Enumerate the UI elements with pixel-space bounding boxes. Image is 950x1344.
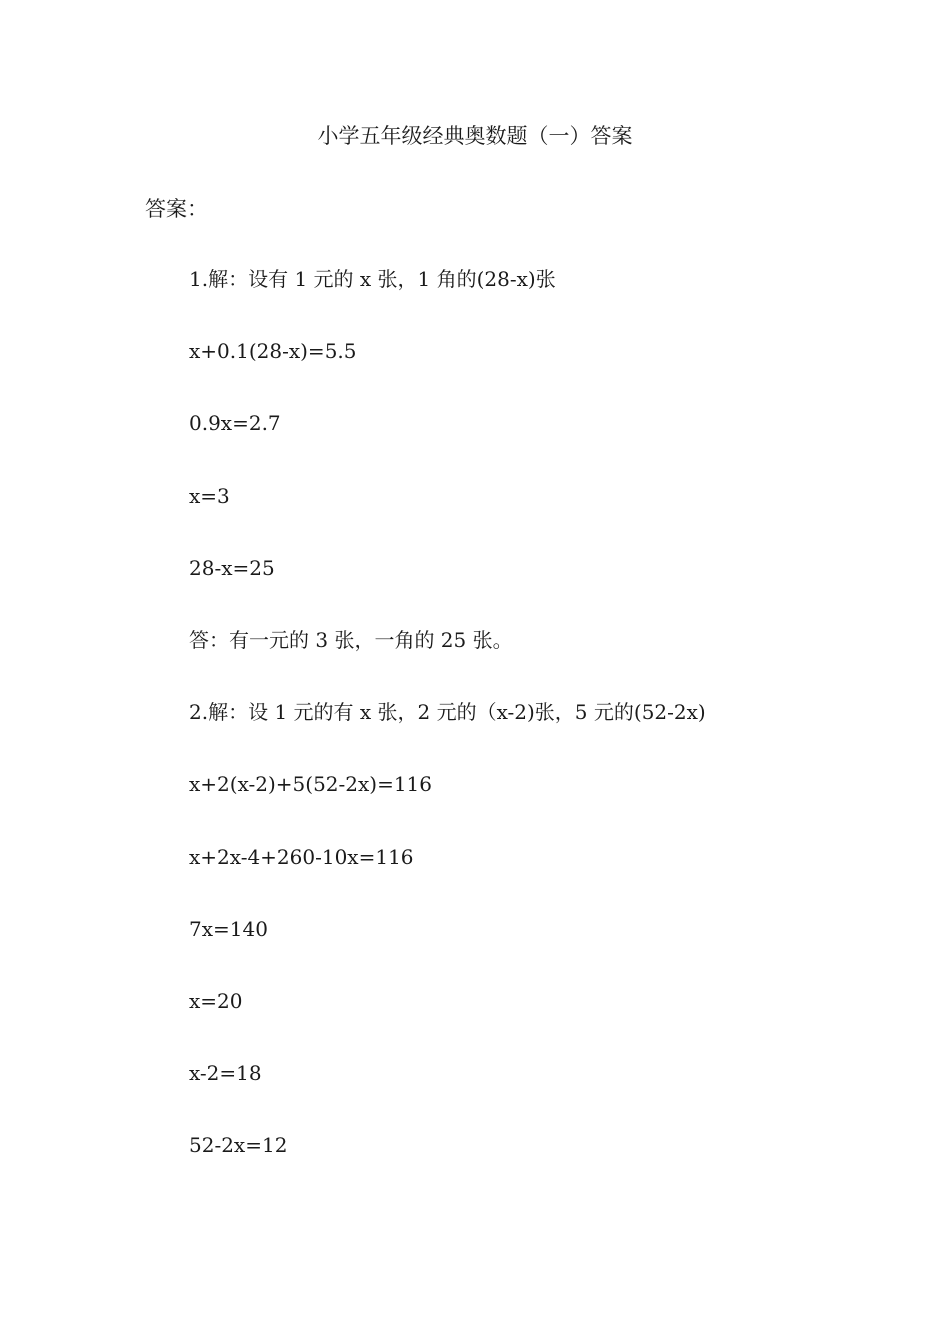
answer-label: 答案： — [145, 197, 208, 221]
solution-line: 52-2x=12 — [189, 1133, 288, 1158]
solution-line: x=3 — [189, 483, 230, 508]
solution-line: 答：有一元的 3 张，一角的 25 张。 — [189, 627, 513, 652]
solution-line: x+0.1(28-x)=5.5 — [189, 339, 357, 364]
solution-line: x-2=18 — [189, 1061, 262, 1086]
page-title: 小学五年级经典奥数题（一）答案 — [317, 124, 633, 148]
solution-lines — [189, 264, 706, 1202]
solution-line: 1.解：设有 1 元的 x 张，1 角的(28-x)张 — [189, 267, 556, 291]
solution-line: x+2(x-2)+5(52-2x)=116 — [189, 772, 433, 797]
solution-line: x=20 — [189, 988, 243, 1013]
solution-line: 7x=140 — [189, 916, 268, 941]
solution-line: 28-x=25 — [189, 555, 275, 580]
solution-line: 0.9x=2.7 — [189, 411, 281, 436]
solution-line: 2.解：设 1 元的有 x 张，2 元的（x-2)张，5 元的(52-2x) — [189, 700, 706, 725]
solution-line: x+2x-4+260-10x=116 — [189, 844, 414, 869]
